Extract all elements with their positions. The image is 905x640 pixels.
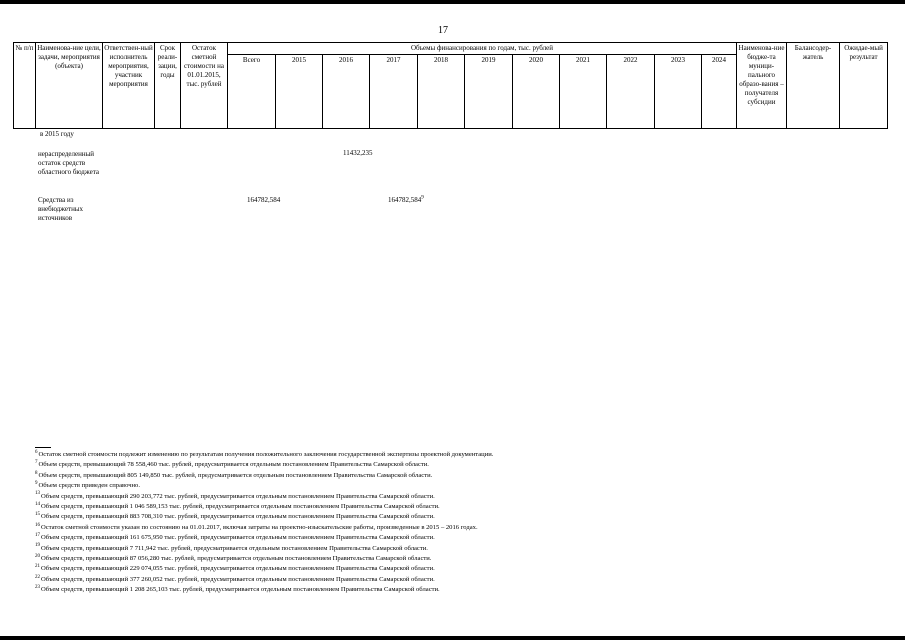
header-num: № п/п (14, 43, 36, 129)
footnote-text: Объем средств, превышающий 290 203,772 тыс. рублей, предусматривается отдельным постановлением Правительства Самарской области. (41, 492, 435, 500)
header-municipality: Наименова-ние бюдже-та муници-пального образо-вания – получателя субсидии (737, 43, 787, 129)
footnote-text: Объем средств, превышающий 7 711,942 тыс. рублей, предусматривается отдельным постановлением Правительства Самарской области. (41, 544, 428, 552)
header-funding-group: Объемы финансирования по годам, тыс. рублей (228, 43, 737, 55)
row-value-2017-number: 164782,584 (388, 196, 422, 204)
header-year: 2017 (370, 55, 418, 129)
footnote-text: Объем средств, превышающий 78 558,460 тыс. рублей, предусматривается отдельным постановлением Правительства Самарской области. (38, 461, 429, 469)
footnote-line (35, 564, 435, 574)
header-year: 2021 (560, 55, 607, 129)
header-holder: Балансодер-жатель (787, 43, 840, 129)
footnote-text: Объем средств, превышающий 883 708,310 тыс. рублей, предусматривается отдельным постановлением Правительства Самарской области. (41, 513, 435, 521)
footnote-number: 8 (35, 470, 38, 476)
footnote-line (35, 512, 435, 522)
footnote-separator (35, 447, 51, 448)
header-year: 2019 (465, 55, 513, 129)
header-balance: Остаток сметной стоимости на 01.01.2015, тыс. рублей (181, 43, 228, 129)
footnote-number: 15 (35, 512, 40, 518)
footnote-number: 22 (35, 574, 40, 580)
row-text-2015: в 2015 году (40, 130, 74, 138)
footnote-line (35, 523, 478, 533)
footnote-ref: 9 (421, 195, 424, 201)
footnote-number: 14 (35, 501, 40, 507)
row-value-2017 (388, 196, 424, 205)
header-year: 2016 (323, 55, 370, 129)
footnote-line (35, 492, 435, 502)
footnote-text: Остаток сметной стоимости подлежит изменению по результатам получения положительного заключения государственной экспертизы проектной документации. (38, 451, 494, 458)
footnote-text: Объем средств, превышающий 805 149,850 тыс. рублей, предусматривается отдельным постановлением Правительства Самарской области. (38, 471, 433, 479)
bottom-border (0, 636, 905, 640)
header-year: 2023 (655, 55, 702, 129)
header-year: 2024 (702, 55, 737, 129)
header-name: Наименова-ние цели, задачи, мероприятия (объекта) (36, 43, 103, 129)
header-year: 2022 (607, 55, 655, 129)
row-value-total: 164782,584 (247, 196, 281, 204)
footnote-number: 13 (35, 491, 40, 497)
footnote-text: Объем средств, превышающий 1 208 265,103 тыс. рублей, предусматривается отдельным постановлением Правительства Самарской области. (41, 586, 440, 594)
footnote-line (35, 544, 428, 554)
footnote-line (35, 460, 429, 470)
header-result: Ожидае-мый результат (840, 43, 888, 129)
footnote-line (35, 533, 435, 543)
header-total: Всего (228, 55, 276, 129)
header-year: 2015 (276, 55, 323, 129)
footnote-text: Объем средств, превышающий 161 675,950 тыс. рублей, предусматривается отдельным постановлением Правительства Самарской области. (41, 534, 435, 542)
footnote-line (35, 481, 140, 491)
footnote-line (35, 575, 435, 585)
footnote-number: 9 (35, 481, 38, 486)
footnote-line (35, 502, 440, 512)
footnote-line (35, 450, 493, 460)
footnote-number: 20 (35, 553, 40, 559)
footnote-line (35, 554, 431, 564)
footnote-number: 19 (35, 543, 40, 549)
footnote-text: Объем средств, превышающий 377 260,052 тыс. рублей, предусматривается отдельным постановлением Правительства Самарской области. (41, 575, 435, 583)
footnote-number: 6 (35, 449, 38, 455)
footnote-line (35, 471, 432, 481)
row-label-unallocated: нераспределенный остаток средств областного бюджета (38, 150, 99, 176)
footnote-number: 23 (35, 585, 40, 590)
footnote-text: Объем средств, превышающий 229 074,055 тыс. рублей, предусматривается отдельным постановлением Правительства Самарской области. (41, 565, 435, 573)
footnote-number: 16 (35, 522, 40, 528)
row-value-2016: 11432,235 (343, 149, 373, 157)
footnote-text: Объем средств, превышающий 1 046 589,153 тыс. рублей, предусматривается отдельным постановлением Правительства Самарской области. (41, 503, 440, 510)
page-number: 17 (438, 25, 448, 36)
row-label-extrabudget: Средства из внебюджетных источников (38, 196, 84, 222)
footnote-text: Остаток сметной стоимости указан по состоянию на 01.01.2017, включая затраты на проектно-изыскательские работы, произведенные в 2015 – 2016 годах. (41, 523, 478, 531)
footnote-line (35, 585, 440, 595)
footnote-number: 21 (35, 564, 40, 570)
header-year: 2020 (513, 55, 560, 129)
funding-table (13, 42, 888, 129)
top-border (0, 0, 905, 4)
footnote-text: Объем средств, превышающий 87 056,280 тыс. рублей, предусматривается отдельным постановлением Правительства Самарской области. (41, 555, 432, 562)
header-responsible: Ответствен-ный исполнитель мероприятия, участник мероприятия (103, 43, 155, 129)
footnote-number: 7 (35, 460, 38, 466)
header-term: Срок реали-зации, годы (155, 43, 181, 129)
header-year: 2018 (418, 55, 465, 129)
footnote-number: 17 (35, 533, 40, 538)
footnote-text: Объем средств приведен справочно. (38, 482, 140, 490)
